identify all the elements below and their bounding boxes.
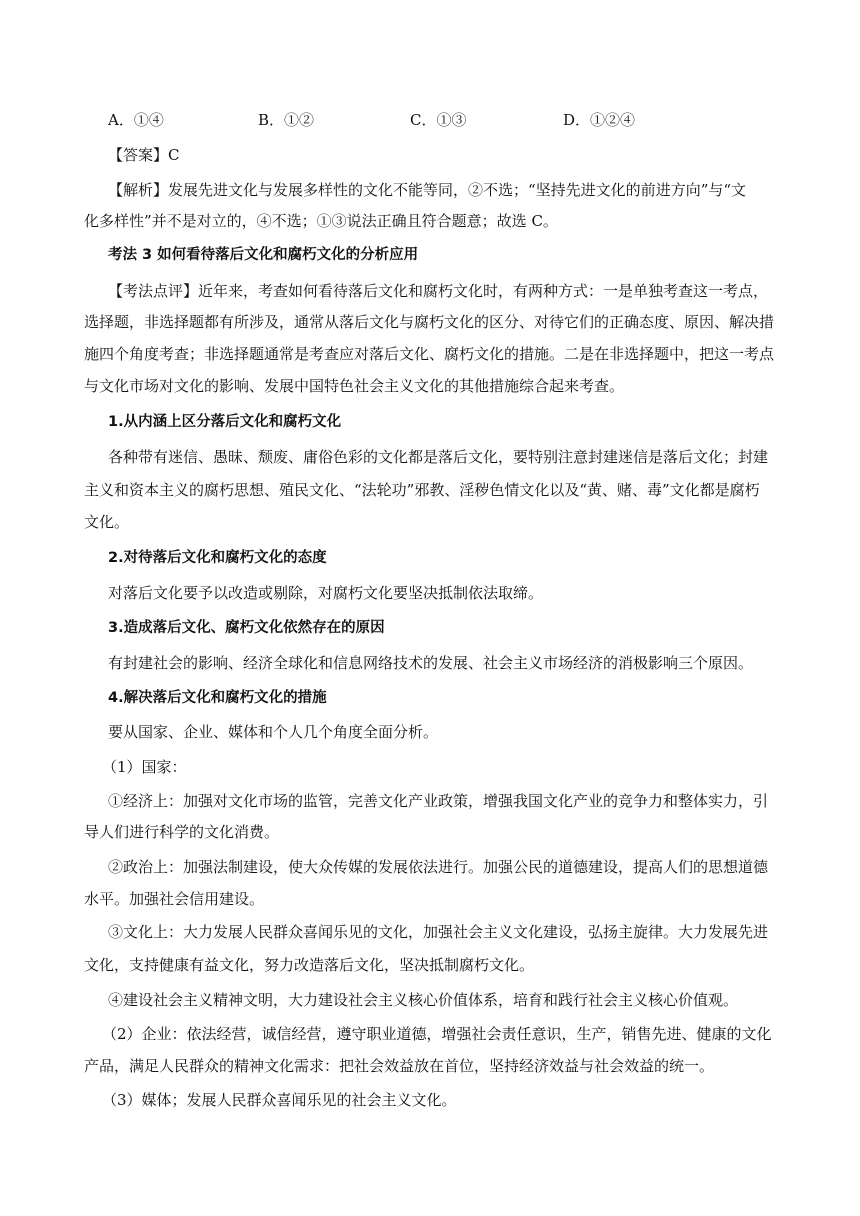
answer-value: C [168, 146, 180, 164]
analysis-line-1: 【解析】发展先进文化与发展多样性的文化不能等同，②不选；“坚持先进文化的前进方向”与“文 [108, 181, 747, 199]
media-line: （3）媒体；发展人民群众喜闻乐见的社会主义文化。 [102, 1091, 457, 1109]
para-1-line-2: 主义和资本主义的腐朽思想、殖民文化、“法轮功”邪教、淫秽色情文化以及“黄、赌、毒”文化都是腐朽 [84, 481, 760, 499]
econ-line-2: 导人们进行科学的文化消费。 [84, 823, 280, 841]
econ-line-1: ①经济上：加强对文化市场的监管，完善文化产业政策，增强我国文化产业的竞争力和整体实力，引 [108, 792, 769, 810]
comment-line-3: 施四个角度考查；非选择题通常是考查应对落后文化、腐朽文化的措施。二是在非选择题中，把这一考点 [84, 345, 775, 363]
heading-4: 4.解决落后文化和腐朽文化的措施 [108, 690, 327, 706]
heading-2: 2.对待落后文化和腐朽文化的态度 [108, 550, 327, 566]
answer-line [108, 145, 180, 165]
option-a: A．①④ [108, 111, 164, 129]
comment-bracket: 【考法点评】 [108, 282, 199, 300]
heading-3: 3.造成落后文化、腐朽文化依然存在的原因 [108, 620, 385, 636]
section-title: 考法 3 如何看待落后文化和腐朽文化的分析应用 [108, 247, 419, 263]
cult-line-1: ③文化上：大力发展人民群众喜闻乐见的文化，加强社会主义文化建设，弘扬主旋律。大力发展先进 [108, 923, 769, 941]
para-4: 要从国家、企业、媒体和个人几个角度全面分析。 [108, 723, 439, 741]
analysis-bracket: 【解析】 [108, 181, 169, 199]
para-2: 对落后文化要予以改造或剔除，对腐朽文化要坚决抵制依法取缔。 [108, 584, 544, 602]
answer-options [0, 110, 860, 130]
enterprise-line-2: 产品，满足人民群众的精神文化需求：把社会效益放在首位，坚持经济效益与社会效益的统一。 [84, 1057, 715, 1075]
spirit-line: ④建设社会主义精神文明，大力建设社会主义核心价值体系，培育和践行社会主义核心价值观。 [108, 991, 739, 1009]
comment-line-2: 选择题，非选择题都有所涉及，通常从落后文化与腐朽文化的区分、对待它们的正确态度、原因、解决措 [84, 313, 775, 331]
para-1-line-1: 各种带有迷信、愚昧、颓废、庸俗色彩的文化都是落后文化，要特别注意封建迷信是落后文化；封建 [108, 448, 769, 466]
analysis-line-2: 化多样性”并不是对立的，④不选；①③说法正确且符合题意；故选 C。 [84, 212, 558, 230]
para-3: 有封建社会的影响、经济全球化和信息网络技术的发展、社会主义市场经济的消极影响三个原因。 [108, 654, 754, 672]
cult-line-2: 文化，支持健康有益文化，努力改造落后文化，坚决抵制腐朽文化。 [84, 956, 535, 974]
pol-line-2: 水平。加强社会信用建设。 [84, 890, 265, 908]
enterprise-line-1: （2）企业：依法经营，诚信经营，遵守职业道德，增强社会责任意识，生产，销售先进、健康的文化 [102, 1025, 772, 1043]
option-b: B．①② [258, 111, 315, 129]
answer-bracket: 【答案】 [108, 146, 169, 164]
heading-1: 1.从内涵上区分落后文化和腐朽文化 [108, 414, 342, 430]
state-label: （1）国家： [102, 758, 187, 776]
option-c: C．①③ [410, 111, 467, 129]
para-1-line-3: 文化。 [84, 513, 130, 531]
option-d: D．①②④ [563, 111, 636, 129]
pol-line-1: ②政治上：加强法制建设，使大众传媒的发展依法进行。加强公民的道德建设，提高人们的思想道德 [108, 858, 769, 876]
comment-line-4: 与文化市场对文化的影响、发展中国特色社会主义文化的其他措施综合起来考查。 [84, 377, 625, 395]
comment-line-1: 【考法点评】近年来，考查如何看待落后文化和腐朽文化时，有两种方式：一是单独考查这一考点， [108, 282, 769, 300]
